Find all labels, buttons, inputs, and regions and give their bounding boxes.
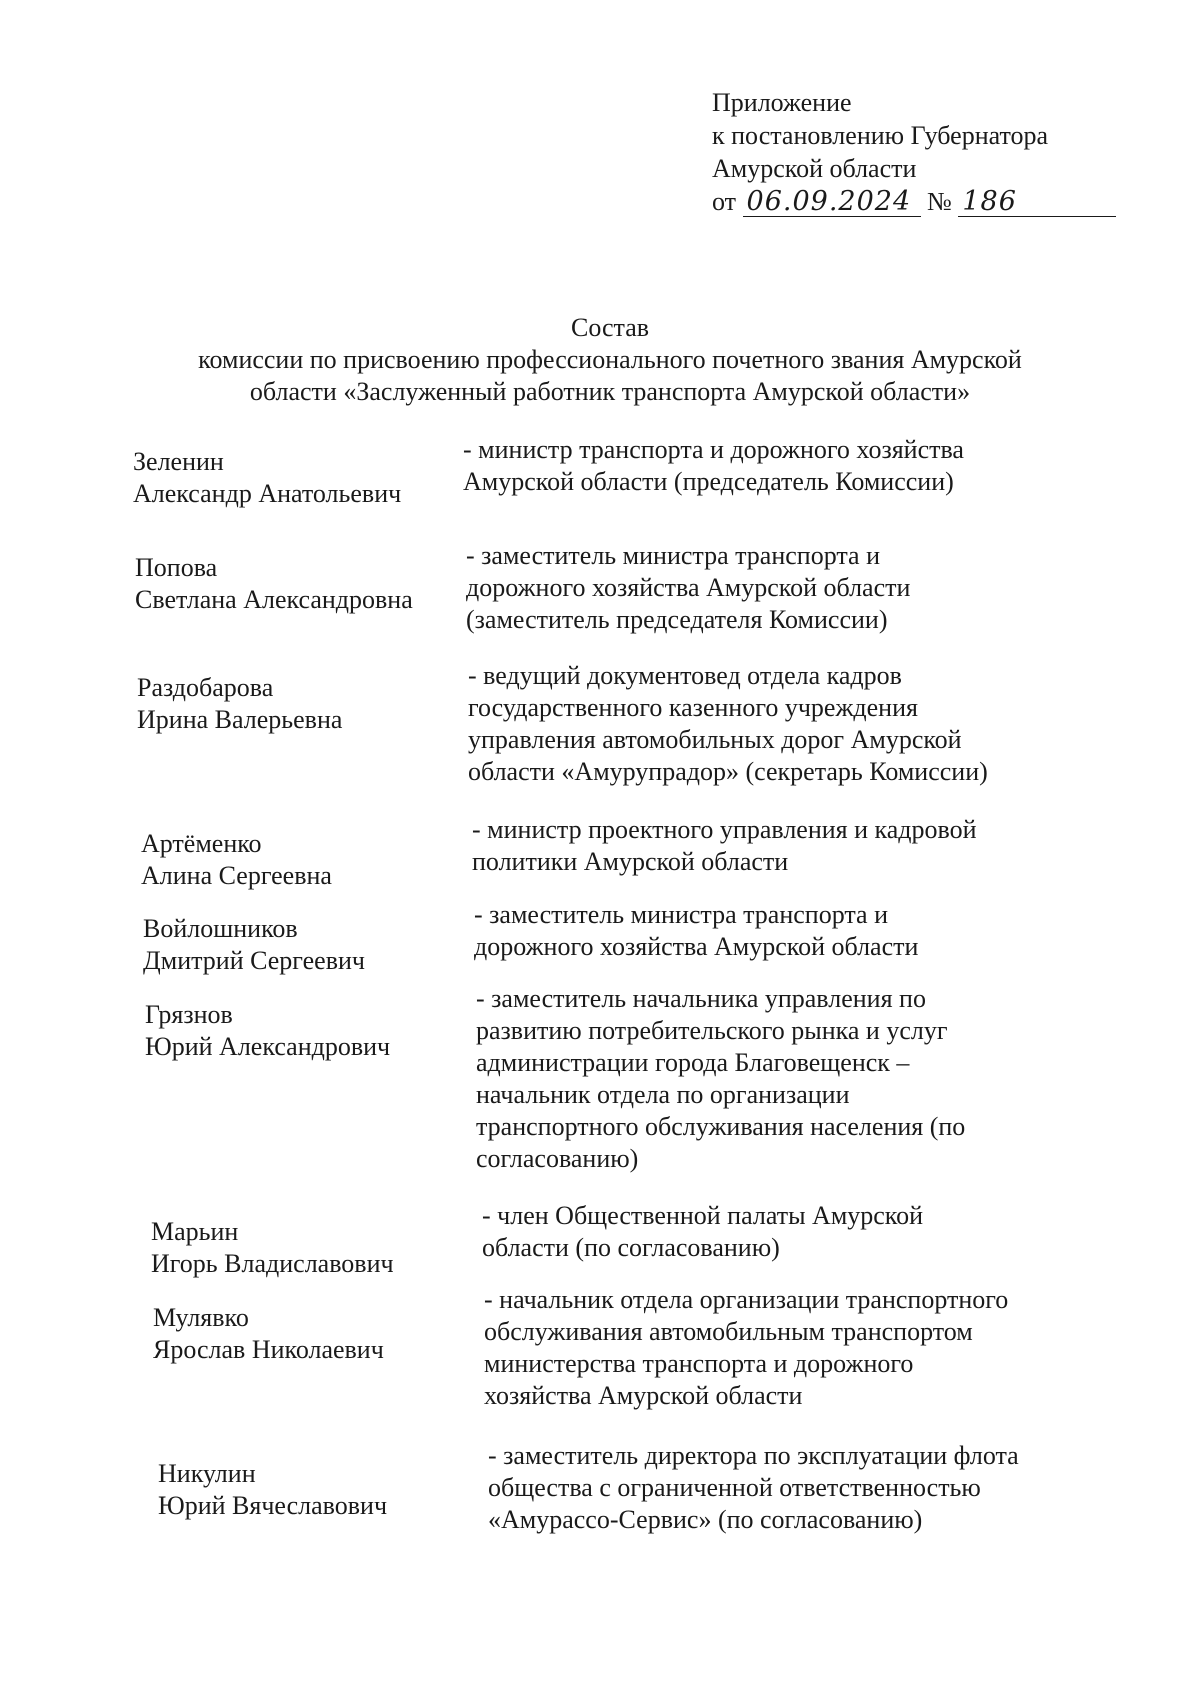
- appendix-date-number-line: [712, 185, 1116, 218]
- member-role: [466, 540, 1086, 636]
- member-role: [468, 660, 1088, 788]
- member-given-names: Юрий Александрович: [145, 1032, 391, 1061]
- member-role-line: «Амурассо-Сервис» (по согласованию): [488, 1505, 923, 1534]
- member-given-names: Дмитрий Сергеевич: [143, 946, 365, 975]
- handwritten-date: 06.09.2024: [743, 188, 921, 217]
- member-role-line: области (по согласованию): [482, 1233, 780, 1262]
- appendix-region-line: Амурской области: [712, 154, 917, 183]
- member-role-line: - министр транспорта и дорожного хозяйства: [463, 435, 964, 464]
- member-given-names: Алина Сергеевна: [141, 861, 332, 890]
- appendix-block: [712, 86, 1116, 218]
- member-role-line: - член Общественной палаты Амурской: [482, 1201, 924, 1230]
- member-given-names: Игорь Владиславович: [151, 1249, 394, 1278]
- appendix-title: Приложение: [712, 88, 852, 117]
- member-role-line: - заместитель министра транспорта и: [466, 541, 880, 570]
- member-role-line: хозяйства Амурской области: [484, 1381, 803, 1410]
- document-heading: [130, 312, 1090, 408]
- heading-title: Состав: [570, 313, 650, 342]
- member-given-names: Ярослав Николаевич: [153, 1335, 384, 1364]
- member-role-line: - заместитель министра транспорта и: [474, 900, 888, 929]
- member-name: [153, 1302, 483, 1366]
- member-surname: Войлошников: [143, 914, 298, 943]
- member-surname: Артёменко: [141, 829, 262, 858]
- member-name: [143, 913, 473, 977]
- member-name: [145, 999, 475, 1063]
- member-name: [133, 446, 463, 510]
- heading-line-2: области «Заслуженный работник транспорта Амурской области»: [249, 377, 971, 406]
- member-role-line: - начальник отдела организации транспортного: [484, 1285, 1009, 1314]
- heading-line-1: комиссии по присвоению профессионального почетного звания Амурской: [198, 345, 1022, 374]
- member-role: [474, 899, 1094, 963]
- member-surname: Марьин: [151, 1217, 239, 1246]
- member-role-line: начальник отдела по организации: [476, 1080, 850, 1109]
- member-role: [463, 434, 1083, 498]
- member-role-line: - министр проектного управления и кадровой: [472, 815, 977, 844]
- member-given-names: Светлана Александровна: [135, 585, 413, 614]
- member-role-line: государственного казенного учреждения: [468, 693, 918, 722]
- number-prefix: №: [927, 187, 952, 216]
- member-role-line: управления автомобильных дорог Амурской: [468, 725, 962, 754]
- member-role: [476, 983, 1096, 1175]
- member-given-names: Ирина Валерьевна: [137, 705, 343, 734]
- member-surname: Зеленин: [133, 447, 224, 476]
- member-name: [141, 828, 471, 892]
- member-role-line: - ведущий документовед отдела кадров: [468, 661, 902, 690]
- appendix-decree-line: к постановлению Губернатора: [712, 121, 1049, 150]
- member-role-line: согласованию): [476, 1144, 639, 1173]
- member-role-line: (заместитель председателя Комиссии): [466, 605, 888, 634]
- member-given-names: Александр Анатольевич: [133, 479, 402, 508]
- member-name: [137, 672, 467, 736]
- member-role-line: министерства транспорта и дорожного: [484, 1349, 914, 1378]
- member-name: [158, 1458, 488, 1522]
- member-role-line: развитию потребительского рынка и услуг: [476, 1016, 948, 1045]
- member-role: [488, 1440, 1108, 1536]
- handwritten-number: 186: [958, 188, 1116, 217]
- member-role-line: дорожного хозяйства Амурской области: [466, 573, 911, 602]
- member-surname: Грязнов: [145, 1000, 233, 1029]
- member-role: [484, 1284, 1104, 1412]
- member-surname: Никулин: [158, 1459, 256, 1488]
- member-role-line: дорожного хозяйства Амурской области: [474, 932, 919, 961]
- member-name: [151, 1216, 481, 1280]
- member-surname: Мулявко: [153, 1303, 249, 1332]
- member-given-names: Юрий Вячеславович: [158, 1491, 388, 1520]
- member-role-line: области «Амурупрадор» (секретарь Комиссии): [468, 757, 988, 786]
- date-prefix: от: [712, 187, 737, 216]
- member-role-line: администрации города Благовещенск –: [476, 1048, 910, 1077]
- member-surname: Раздобарова: [137, 673, 274, 702]
- member-name: [135, 552, 465, 616]
- member-role: [472, 814, 1092, 878]
- member-role-line: политики Амурской области: [472, 847, 789, 876]
- member-role-line: - заместитель директора по эксплуатации флота: [488, 1441, 1019, 1470]
- member-surname: Попова: [135, 553, 218, 582]
- member-role-line: - заместитель начальника управления по: [476, 984, 926, 1013]
- member-role: [482, 1200, 1102, 1264]
- member-role-line: транспортного обслуживания населения (по: [476, 1112, 966, 1141]
- member-role-line: Амурской области (председатель Комиссии): [463, 467, 954, 496]
- member-role-line: обслуживания автомобильным транспортом: [484, 1317, 973, 1346]
- member-role-line: общества с ограниченной ответственностью: [488, 1473, 981, 1502]
